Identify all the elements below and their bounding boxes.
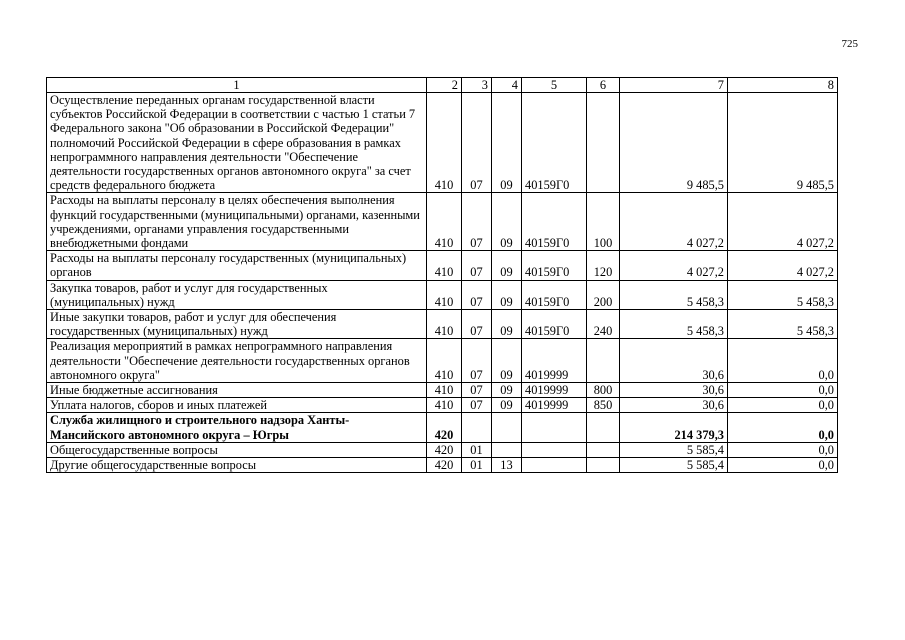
page-number: 725 [841, 38, 858, 50]
cell-section: 07 [462, 398, 492, 413]
table-row [47, 383, 838, 398]
cell-amount: 5 458,3 [620, 280, 728, 309]
cell-ministry-code: 420 [427, 413, 462, 442]
budget-table [46, 77, 838, 473]
cell-expense-type: 800 [587, 383, 620, 398]
cell-amount: 30,6 [620, 398, 728, 413]
cell-name: Закупка товаров, работ и услуг для государственных (муниципальных) нужд [47, 280, 427, 309]
cell-section: 01 [462, 458, 492, 473]
cell-name: Служба жилищного и строительного надзора Ханты-Мансийского автономного округа – Югры [47, 413, 427, 442]
cell-subsection: 09 [492, 193, 522, 251]
cell-expense-type: 200 [587, 280, 620, 309]
cell-target-item: 4019999 [522, 398, 587, 413]
cell-expense-type: 240 [587, 310, 620, 339]
cell-amount: 4 027,2 [620, 193, 728, 251]
cell-expense-type [587, 93, 620, 193]
cell-amount-federal: 0,0 [728, 383, 838, 398]
table-row [47, 398, 838, 413]
cell-subsection: 09 [492, 383, 522, 398]
table-row [47, 442, 838, 457]
cell-target-item [522, 458, 587, 473]
cell-amount: 30,6 [620, 383, 728, 398]
table-row [47, 280, 838, 309]
cell-expense-type: 850 [587, 398, 620, 413]
cell-section: 01 [462, 442, 492, 457]
cell-name: Расходы на выплаты персоналу государственных (муниципальных) органов [47, 251, 427, 280]
cell-expense-type: 100 [587, 193, 620, 251]
cell-section: 07 [462, 383, 492, 398]
header-cell: 8 [728, 78, 838, 93]
cell-section: 07 [462, 251, 492, 280]
cell-name: Осуществление переданных органам государственной власти субъектов Российской Федерации в соответствии с частью 1 статьи 7 Федерального закона "Об образовании в Российской Федерации" полномочий Российской Федерации в сфере образования в рамках непрограммного направления деятельности "Обеспечение деятельности государственных органов автономного округа" за счет средств федерального бюджета [47, 93, 427, 193]
cell-target-item [522, 442, 587, 457]
cell-target-item: 40159Г0 [522, 251, 587, 280]
cell-target-item: 40159Г0 [522, 310, 587, 339]
cell-target-item: 40159Г0 [522, 280, 587, 309]
cell-amount-federal: 0,0 [728, 339, 838, 383]
cell-expense-type [587, 458, 620, 473]
cell-target-item [522, 413, 587, 442]
cell-ministry-code: 410 [427, 339, 462, 383]
cell-section: 07 [462, 93, 492, 193]
header-cell: 3 [462, 78, 492, 93]
cell-subsection: 09 [492, 339, 522, 383]
table-row [47, 310, 838, 339]
table-row [47, 251, 838, 280]
cell-subsection [492, 413, 522, 442]
header-cell: 7 [620, 78, 728, 93]
cell-subsection [492, 442, 522, 457]
table-row [47, 193, 838, 251]
header-cell: 5 [522, 78, 587, 93]
cell-amount-federal: 4 027,2 [728, 251, 838, 280]
cell-amount-federal: 4 027,2 [728, 193, 838, 251]
header-cell: 1 [47, 78, 427, 93]
cell-subsection: 09 [492, 310, 522, 339]
cell-section: 07 [462, 310, 492, 339]
cell-name: Общегосударственные вопросы [47, 442, 427, 457]
cell-name: Расходы на выплаты персоналу в целях обеспечения выполнения функций государственными (муниципальными) органами, казенными учреждениями, органами управления государственными внебюджетными фондами [47, 193, 427, 251]
header-cell: 4 [492, 78, 522, 93]
cell-amount: 5 585,4 [620, 458, 728, 473]
cell-amount-federal: 5 458,3 [728, 310, 838, 339]
cell-amount-federal: 5 458,3 [728, 280, 838, 309]
cell-expense-type [587, 339, 620, 383]
cell-expense-type [587, 442, 620, 457]
cell-name: Иные закупки товаров, работ и услуг для обеспечения государственных (муниципальных) нужд [47, 310, 427, 339]
cell-amount: 4 027,2 [620, 251, 728, 280]
cell-ministry-code: 410 [427, 383, 462, 398]
cell-subsection: 13 [492, 458, 522, 473]
table-row [47, 458, 838, 473]
cell-name: Другие общегосударственные вопросы [47, 458, 427, 473]
cell-amount: 9 485,5 [620, 93, 728, 193]
cell-target-item: 4019999 [522, 383, 587, 398]
cell-amount: 5 585,4 [620, 442, 728, 457]
cell-subsection: 09 [492, 398, 522, 413]
cell-name: Реализация мероприятий в рамках непрограммного направления деятельности "Обеспечение деятельности государственных органов автономного округа" [47, 339, 427, 383]
cell-expense-type [587, 413, 620, 442]
cell-ministry-code: 410 [427, 398, 462, 413]
cell-amount-federal: 0,0 [728, 442, 838, 457]
cell-amount: 30,6 [620, 339, 728, 383]
header-cell: 6 [587, 78, 620, 93]
cell-target-item: 40159Г0 [522, 93, 587, 193]
table-header-row [47, 78, 838, 93]
cell-ministry-code: 420 [427, 442, 462, 457]
cell-expense-type: 120 [587, 251, 620, 280]
cell-ministry-code: 410 [427, 93, 462, 193]
table-row [47, 93, 838, 193]
cell-amount-federal: 0,0 [728, 398, 838, 413]
cell-ministry-code: 420 [427, 458, 462, 473]
cell-amount-federal: 0,0 [728, 458, 838, 473]
cell-name: Иные бюджетные ассигнования [47, 383, 427, 398]
cell-section [462, 413, 492, 442]
table-row [47, 413, 838, 442]
cell-target-item: 4019999 [522, 339, 587, 383]
cell-subsection: 09 [492, 251, 522, 280]
cell-subsection: 09 [492, 280, 522, 309]
cell-subsection: 09 [492, 93, 522, 193]
cell-ministry-code: 410 [427, 310, 462, 339]
cell-ministry-code: 410 [427, 251, 462, 280]
cell-ministry-code: 410 [427, 193, 462, 251]
cell-amount: 5 458,3 [620, 310, 728, 339]
header-cell: 2 [427, 78, 462, 93]
cell-section: 07 [462, 280, 492, 309]
cell-ministry-code: 410 [427, 280, 462, 309]
cell-amount-federal: 0,0 [728, 413, 838, 442]
table-body [47, 78, 838, 473]
cell-section: 07 [462, 339, 492, 383]
cell-section: 07 [462, 193, 492, 251]
cell-target-item: 40159Г0 [522, 193, 587, 251]
table-row [47, 339, 838, 383]
cell-amount: 214 379,3 [620, 413, 728, 442]
cell-name: Уплата налогов, сборов и иных платежей [47, 398, 427, 413]
cell-amount-federal: 9 485,5 [728, 93, 838, 193]
